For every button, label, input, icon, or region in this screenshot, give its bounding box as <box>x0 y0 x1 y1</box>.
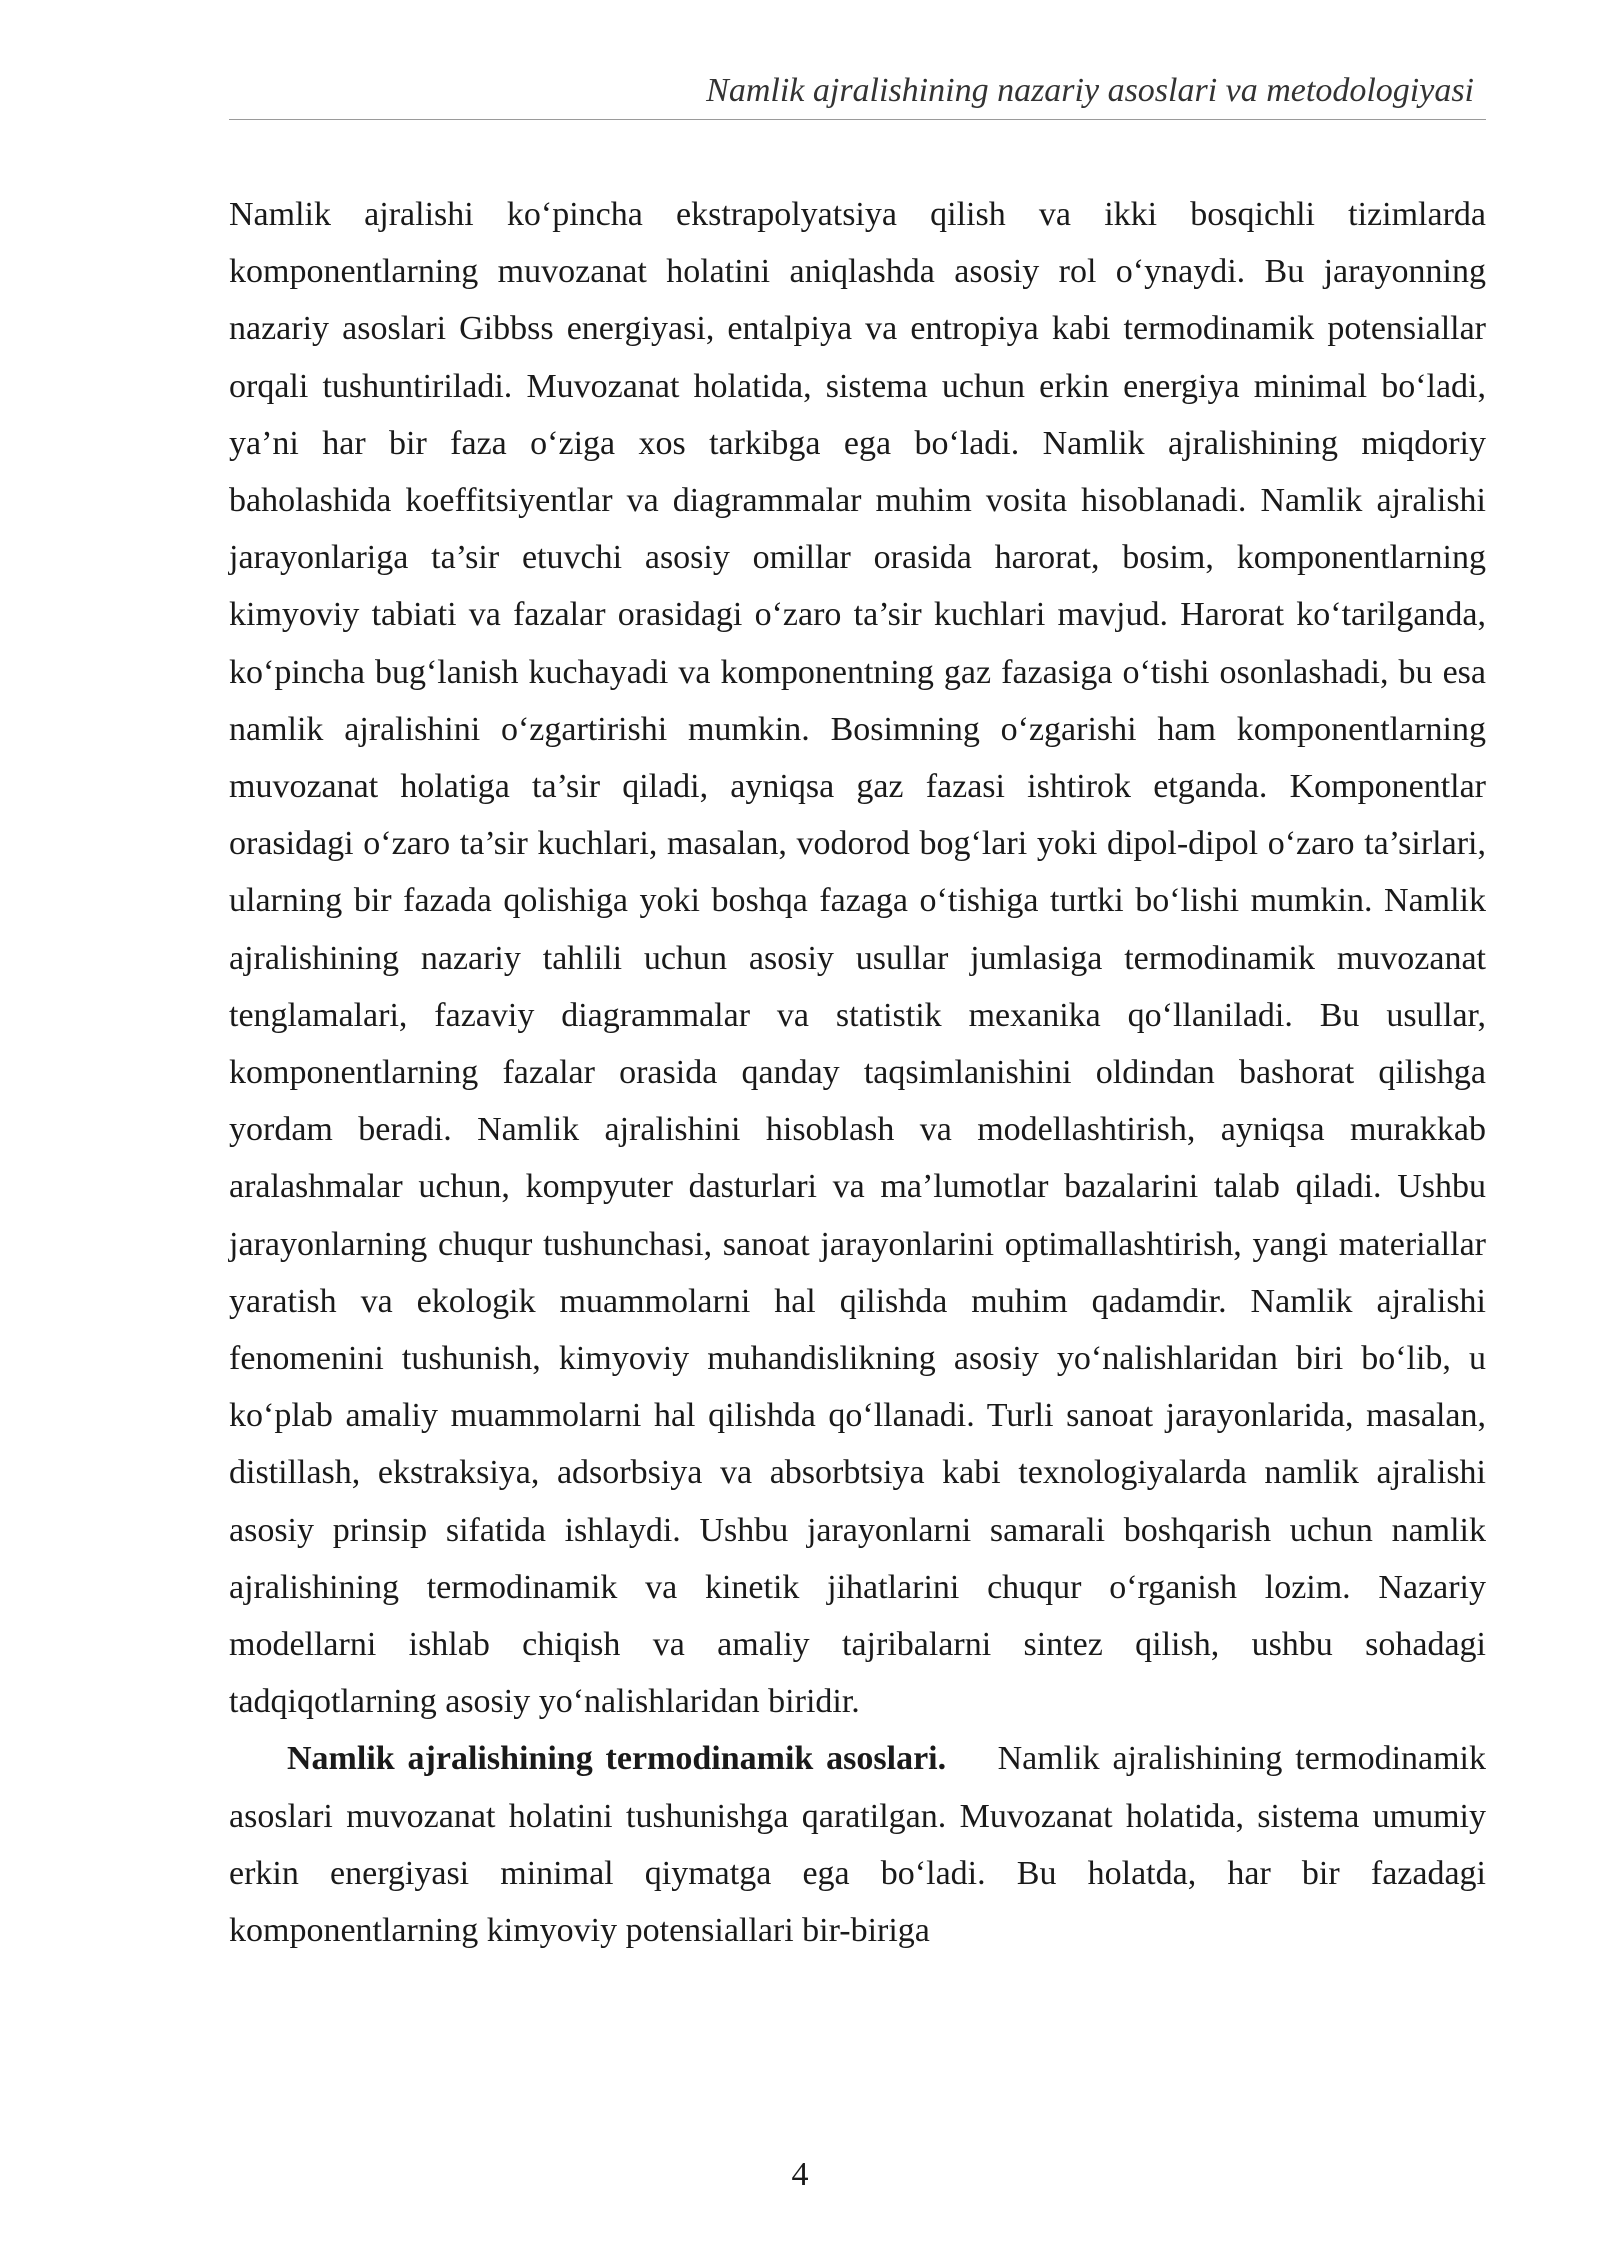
section-paragraph <box>229 1730 1486 1959</box>
section-heading: Namlik ajralishining termodinamik asoslari. <box>287 1740 947 1778</box>
section-text: Namlik ajralishining termodinamik asoslari muvozanat holatini tushunishga qaratilgan. Muvozanat holatida, sistema umumiy erkin energiyasi minimal qiymatga ega bo‘ladi. Bu holatda, har bir fazadagi komponentlarning kimyoviy potensiallari bir-biriga <box>229 1740 1487 1950</box>
page-number: 4 <box>791 2156 809 2193</box>
running-header <box>229 68 1486 120</box>
body-text <box>229 186 1486 1959</box>
running-header-title: Namlik ajralishining nazariy asoslari va metodologiyasi <box>706 72 1474 109</box>
body-paragraph: Namlik ajralishi ko‘pincha ekstrapolyatsiya qilish va ikki bosqichli tizimlarda komponentlarning muvozanat holatini aniqlashda asosiy rol o‘ynaydi. Bu jarayonning nazariy asoslari Gibbss energiyasi, entalpiya va entropiya kabi termodinamik potensiallar orqali tushuntiriladi. Muvozanat holatida, sistema uchun erkin energiya minimal bo‘ladi, ya’ni har bir faza o‘ziga xos tarkibga ega bo‘ladi. Namlik ajralishining miqdoriy baholashida koeffitsiyentlar va diagrammalar muhim vosita hisoblanadi. Namlik ajralishi jarayonlariga ta’sir etuvchi asosiy omillar orasida harorat, bosim, komponentlarning kimyoviy tabiati va fazalar orasidagi o‘zaro ta’sir kuchlari mavjud. Harorat ko‘tarilganda, ko‘pincha bug‘lanish kuchayadi va komponentning gaz fazasiga o‘tishi osonlashadi, bu esa namlik ajralishini o‘zgartirishi mumkin. Bosimning o‘zgarishi ham komponentlarning muvozanat holatiga ta’sir qiladi, ayniqsa gaz fazasi ishtirok etganda. Komponentlar orasidagi o‘zaro ta’sir kuchlari, masalan, vodorod bog‘lari yoki dipol-dipol o‘zaro ta’sirlari, ularning bir fazada qolishiga yoki boshqa fazaga o‘tishiga turtki bo‘lishi mumkin. Namlik ajralishining nazariy tahlili uchun asosiy usullar jumlasiga termodinamik muvozanat tenglamalari, fazaviy diagrammalar va statistik mexanika qo‘llaniladi. Bu usullar, komponentlarning fazalar orasida qanday taqsimlanishini oldindan bashorat qilishga yordam beradi. Namlik ajralishini hisoblash va modellashtirish, ayniqsa murakkab aralashmalar uchun, kompyuter dasturlari va ma’lumotlar bazalarini talab qiladi. Ushbu jarayonlarning chuqur tushunchasi, sanoat jarayonlarini optimallashtirish, yangi materiallar yaratish va ekologik muammolarni hal qilishda muhim qadamdir. Namlik ajralishi fenomenini tushunish, kimyoviy muhandislikning asosiy yo‘nalishlaridan biri bo‘lib, u ko‘plab amaliy muammolarni hal qilishda qo‘llanadi. Turli sanoat jarayonlarida, masalan, distillash, ekstraksiya, adsorbsiya va absorbtsiya kabi texnologiyalarda namlik ajralishi asosiy prinsip sifatida ishlaydi. Ushbu jarayonlarni samarali boshqarish uchun namlik ajralishining termodinamik va kinetik jihatlarini chuqur o‘rganish lozim. Nazariy modellarni ishlab chiqish va amaliy tajribalarni sintez qilish, ushbu sohadagi tadqiqotlarning asosiy yo‘nalishlaridan biridir. <box>229 196 1486 1721</box>
